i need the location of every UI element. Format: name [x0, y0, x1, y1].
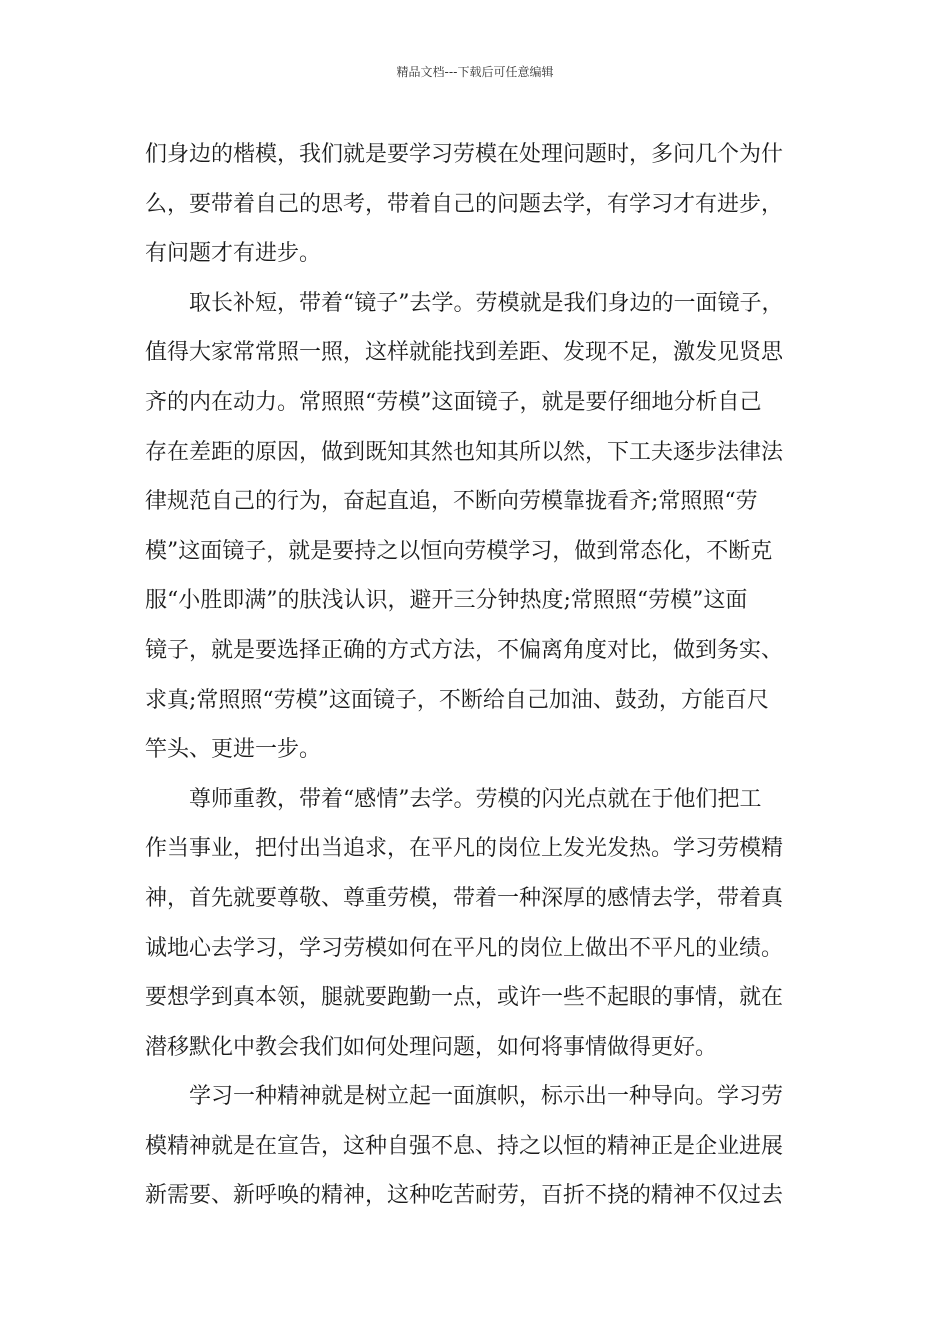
- document-body: [145, 130, 810, 1221]
- text-line: 模”这面镜子，就是要持之以恒向劳模学习，做到常态化，不断克: [145, 538, 773, 564]
- text-line: 律规范自己的行为，奋起直追，不断向劳模靠拢看齐;常照照“劳: [145, 489, 758, 515]
- text-line: 存在差距的原因，做到既知其然也知其所以然，下工夫逐步法律法: [145, 439, 784, 465]
- text-line: 镜子，就是要选择正确的方式方法，不偏离角度对比，做到务实、: [145, 637, 784, 663]
- text-line: 神，首先就要尊敬、尊重劳模，带着一种深厚的感情去学，带着真: [145, 885, 784, 911]
- text-line: 尊师重教，带着“感情”去学。劳模的闪光点就在于他们把工: [145, 786, 762, 812]
- text-line: 取长补短，带着“镜子”去学。劳模就是我们身边的一面镜子，: [145, 290, 784, 316]
- text-line: 服“小胜即满”的肤浅认识，避开三分钟热度;常照照“劳模”这面: [145, 588, 748, 614]
- text-line: 们身边的楷模，我们就是要学习劳模在处理问题时，多问几个为什: [145, 142, 784, 167]
- text-line: 作当事业，把付出当追求，在平凡的岗位上发光发热。学习劳模精: [145, 836, 784, 862]
- text-line: 齐的内在动力。常照照“劳模”这面镜子，就是要仔细地分析自己: [145, 389, 762, 415]
- text-line: 求真;常照照“劳模”这面镜子，不断给自己加油、鼓劲，方能百尺: [145, 687, 769, 713]
- text-line: 值得大家常常照一照，这样就能找到差距、发现不足，激发见贤思: [145, 340, 784, 366]
- text-line: 竿头、更进一步。: [145, 737, 322, 763]
- text-line: 诚地心去学习，学习劳模如何在平凡的岗位上做出不平凡的业绩。: [145, 935, 784, 961]
- text-line: 模精神就是在宣告，这种自强不息、持之以恒的精神正是企业进展: [145, 1133, 784, 1159]
- text-line: 新需要、新呼唤的精神，这种吃苦耐劳，百折不挠的精神不仅过去: [145, 1183, 784, 1209]
- text-line: 有问题才有进步。: [145, 241, 322, 267]
- text-line: 么，要带着自己的思考，带着自己的问题去学，有学习才有进步，: [145, 191, 784, 217]
- text-line: 潜移默化中教会我们如何处理问题，如何将事情做得更好。: [145, 1034, 718, 1060]
- text-line: 学习一种精神就是树立起一面旗帜，标示出一种导向。学习劳: [145, 1084, 784, 1110]
- page-header: 精品文档---下载后可任意编辑: [396, 65, 554, 79]
- text-line: 要想学到真本领，腿就要跑勤一点，或许一些不起眼的事情，就在: [145, 985, 784, 1011]
